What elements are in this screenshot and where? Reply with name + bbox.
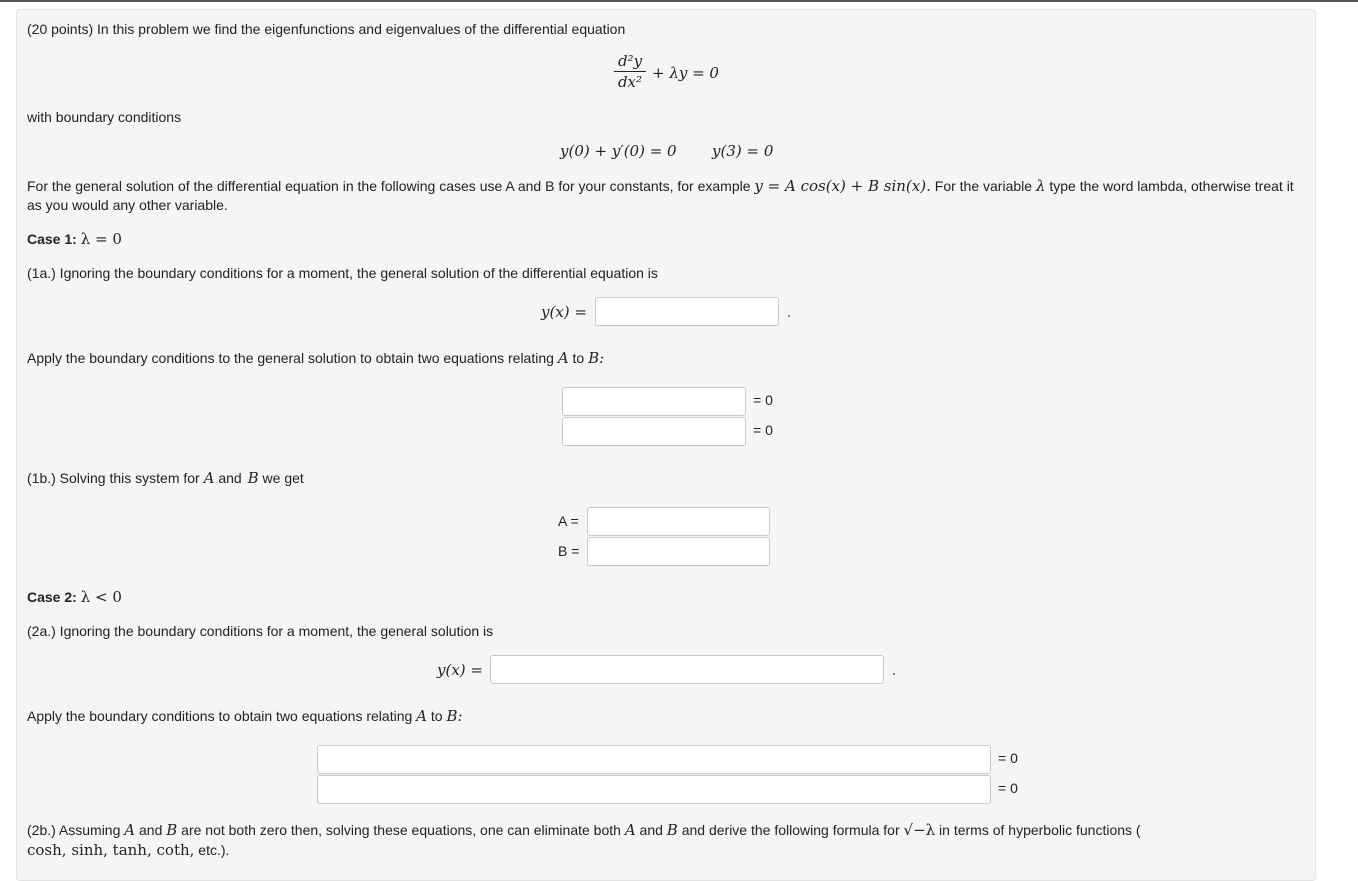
etc-label: etc.). (198, 842, 230, 858)
q2b-line1 (27, 821, 1141, 839)
instructions-text: For the general solution of the differential equation in the following cases use A and B for your constants, for example (27, 178, 751, 194)
to-label: to (430, 708, 443, 724)
case1-heading (27, 230, 122, 248)
equation-rest: + λy = 0 (652, 64, 719, 82)
var-B: B (666, 821, 678, 839)
q2b-prefix: (2b.) Assuming (27, 822, 121, 838)
c2-yx-label: y(x) = (437, 661, 483, 679)
case2-heading (27, 588, 122, 606)
apply-label: Apply the boundary conditions to obtain two equations relating (27, 708, 413, 724)
fraction-numerator: d²y (617, 52, 643, 70)
c1-apply-text (27, 349, 604, 367)
var-A: A (416, 707, 427, 725)
c2-apply-text (27, 707, 463, 725)
apply-label: Apply the boundary conditions to the general solution to obtain two equations relating (27, 350, 554, 366)
q1b-prefix: (1b.) Solving this system for (27, 470, 200, 486)
top-border (0, 0, 1358, 2)
and-label: and (639, 822, 663, 838)
q1b-text (27, 469, 304, 487)
sqrt-argument: −λ (913, 821, 936, 839)
period-dot (893, 673, 895, 675)
instructions-text: For the variable (934, 178, 1033, 194)
c1-B-input[interactable] (587, 537, 770, 566)
var-A: A (124, 821, 136, 839)
var-B: B (247, 469, 259, 487)
c2-general-solution-input[interactable] (490, 655, 884, 684)
q2b-line2 (27, 841, 229, 859)
var-B: B: (446, 707, 463, 725)
q2a-text: (2a.) Ignoring the boundary conditions for a moment, the general solution is (27, 623, 494, 639)
c1-general-solution-input[interactable] (595, 297, 779, 326)
hyperbolic-functions: cosh, sinh, tanh, coth, (27, 841, 195, 859)
c1-A-label: A = (558, 513, 579, 529)
var-A: A (203, 469, 215, 487)
q1b-suffix: we get (262, 470, 304, 486)
to-label: to (572, 350, 585, 366)
c1-eq2-equals-zero: = 0 (753, 422, 773, 438)
and-label: and (139, 822, 163, 838)
example-formula: y = A cos(x) + B sin(x). (754, 177, 931, 195)
c1-A-input[interactable] (587, 507, 770, 536)
bc-left: y(0) + y′(0) = 0 (560, 142, 677, 160)
fraction-denominator: dx² (617, 73, 643, 91)
q2b-middle: are not both zero then, solving these equations, one can eliminate both (181, 822, 621, 838)
c1-B-label: B = (558, 543, 580, 559)
c1-eq1-equals-zero: = 0 (753, 392, 773, 408)
derivative-fraction (614, 52, 646, 91)
lambda-symbol: λ (1035, 177, 1046, 195)
var-A: A (624, 821, 636, 839)
case2-condition: λ < 0 (80, 588, 122, 606)
c1-bc-equation2-input[interactable] (562, 417, 746, 446)
and-label: and (218, 470, 242, 486)
q2b-suffix: in terms of hyperbolic functions ( (939, 822, 1141, 838)
c2-eq2-equals-zero: = 0 (998, 780, 1018, 796)
instructions-line2: as you would any other variable. (27, 197, 228, 213)
bc-right: y(3) = 0 (712, 142, 774, 160)
c1-yx-label: y(x) = (541, 303, 587, 321)
problem-intro: (20 points) In this problem we find the eigenfunctions and eigenvalues of the differential equation (27, 21, 626, 37)
c2-bc-equation2-input[interactable] (317, 775, 991, 804)
case2-label: Case 2: (27, 589, 77, 605)
case1-label: Case 1: (27, 231, 77, 247)
instructions-text: type the word lambda, otherwise treat it (1049, 178, 1294, 194)
var-A: A (557, 349, 569, 367)
case1-condition: λ = 0 (80, 230, 122, 248)
q1a-text: (1a.) Ignoring the boundary conditions for a moment, the general solution of the differential equation is (27, 265, 658, 281)
var-B: B (166, 821, 178, 839)
instructions-line1 (27, 177, 1294, 195)
with-bc-label: with boundary conditions (27, 109, 182, 125)
c2-bc-equation1-input[interactable] (317, 745, 991, 774)
sqrt-expression: √−λ (903, 821, 936, 839)
c1-bc-equation1-input[interactable] (562, 387, 746, 416)
var-B: B: (588, 349, 605, 367)
period-dot (788, 315, 790, 317)
c2-eq1-equals-zero: = 0 (998, 750, 1018, 766)
q2b-middle2: and derive the following formula for (681, 822, 900, 838)
